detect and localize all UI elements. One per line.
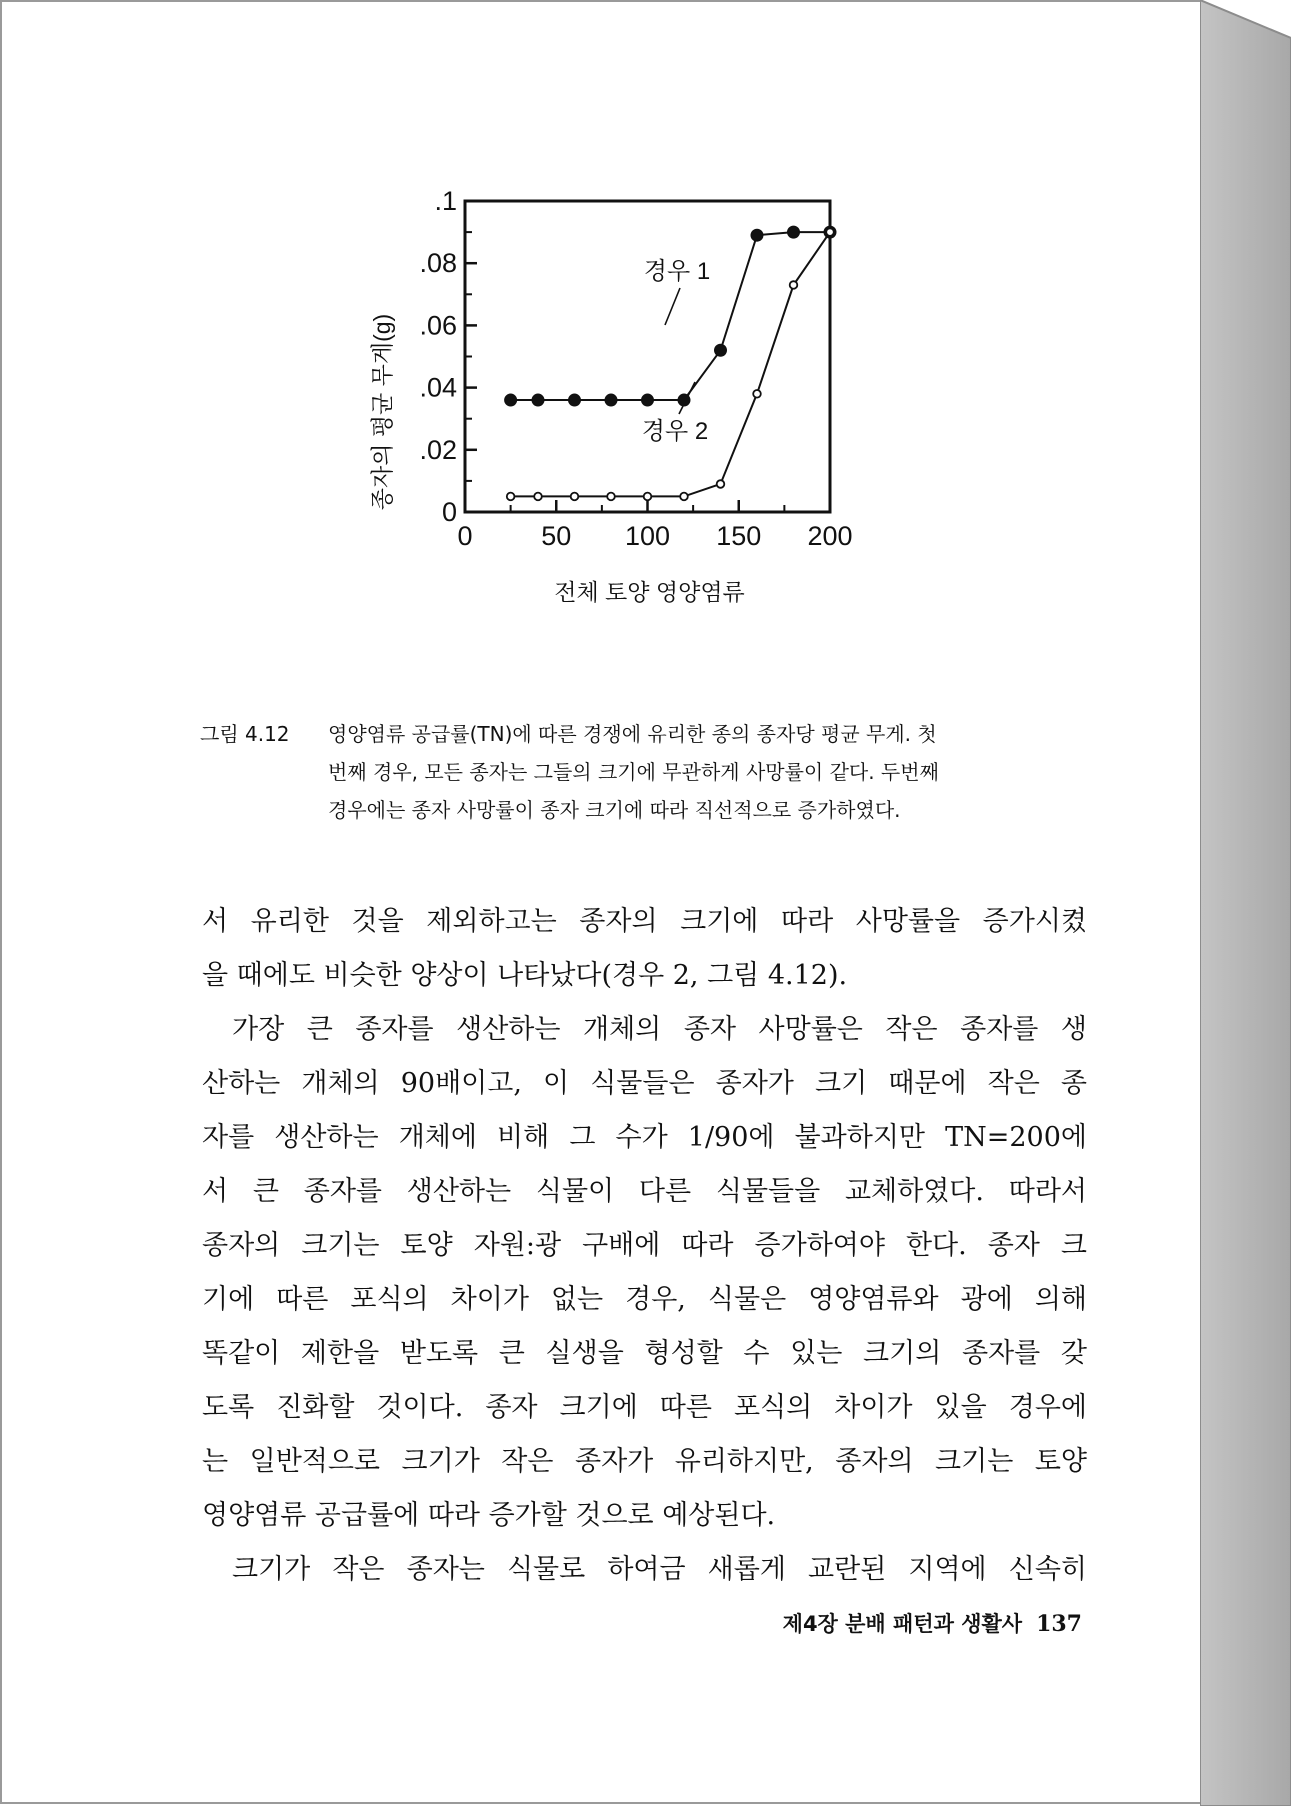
data-point xyxy=(753,390,761,398)
text-line: 크기가 작은 종자는 식물로 하여금 새롭게 교란된 지역에 신속히 xyxy=(232,1554,1087,1585)
x-axis-title: 전체 토양 영양염류 xyxy=(554,579,745,605)
data-point xyxy=(505,394,517,406)
y-tick-label: .04 xyxy=(419,372,457,403)
caption-line: 영양염류 공급률(TN)에 따른 경쟁에 유리한 종의 종자당 평균 무게. 첫 xyxy=(328,722,937,746)
data-point xyxy=(607,493,615,501)
svg-text:종자의 평균 무게(g): 종자의 평균 무게(g) xyxy=(369,313,396,511)
x-tick-label: 50 xyxy=(541,521,572,551)
data-point xyxy=(534,493,542,501)
book-page-edge xyxy=(1200,0,1291,1806)
y-tick-label: 0 xyxy=(441,497,457,527)
text-line: 자를 생산하는 개체에 비해 그 수가 1/90에 불과하지만 TN=200에 xyxy=(202,1122,1087,1153)
chapter-title: 제4장 분배 패턴과 생활사 xyxy=(782,1612,1023,1636)
data-point xyxy=(751,229,763,241)
x-tick-label: 150 xyxy=(716,521,762,551)
data-point xyxy=(571,493,579,501)
text-line: 는 일반적으로 크기가 작은 종자가 유리하지만, 종자의 크기는 토양 xyxy=(202,1446,1087,1477)
data-point xyxy=(717,480,725,488)
y-tick-label: .06 xyxy=(419,310,457,341)
data-point xyxy=(642,394,654,406)
series-label-1: 경우 1 xyxy=(643,258,711,285)
text-line: 종자의 크기는 토양 자원:광 구배에 따라 증가하여야 한다. 종자 크 xyxy=(202,1230,1087,1261)
text-line: 가장 큰 종자를 생산하는 개체의 종자 사망률은 작은 종자를 생 xyxy=(232,1014,1087,1045)
y-axis-title xyxy=(369,314,395,510)
running-footer xyxy=(702,1608,1082,1638)
data-point xyxy=(507,493,515,501)
series-label-2: 경우 2 xyxy=(641,418,709,445)
text-line: 서 유리한 것을 제외하고는 종자의 크기에 따라 사망률을 증가시켰 xyxy=(202,906,1087,937)
text-line: 도록 진화할 것이다. 종자 크기에 따른 포식의 차이가 있을 경우에 xyxy=(202,1392,1087,1423)
y-tick-label: .02 xyxy=(419,434,457,465)
x-tick-label: 200 xyxy=(807,521,853,551)
body-text xyxy=(202,895,1087,1597)
data-point xyxy=(680,493,688,501)
data-point xyxy=(532,394,544,406)
text-line: 을 때에도 비슷한 양상이 나타났다(경우 2, 그림 4.12). xyxy=(202,960,848,991)
seed-weight-chart xyxy=(342,182,942,682)
caption-text xyxy=(328,715,1085,829)
caption-line: 경우에는 종자 사망률이 종자 크기에 따라 직선적으로 증가하였다. xyxy=(328,798,901,822)
figure-number: 그림 4.12 xyxy=(200,722,290,746)
text-line: 산하는 개체의 90배이고, 이 식물들은 종자가 크기 때문에 작은 종 xyxy=(202,1068,1087,1099)
text-line: 똑같이 제한을 받도록 큰 실생을 형성할 수 있는 크기의 종자를 갖 xyxy=(202,1338,1087,1369)
text-line: 서 큰 종자를 생산하는 식물이 다른 식물들을 교체하였다. 따라서 xyxy=(202,1176,1087,1207)
data-point xyxy=(788,226,800,238)
y-tick-label: .08 xyxy=(419,248,457,279)
leader-line-1 xyxy=(665,288,680,325)
data-point xyxy=(790,281,798,289)
x-tick-label: 100 xyxy=(624,521,671,551)
text-line: 영양염류 공급률에 따라 증가할 것으로 예상된다. xyxy=(202,1500,776,1531)
data-point xyxy=(569,394,581,406)
x-tick-label: 0 xyxy=(457,521,473,551)
text-line: 기에 따른 포식의 차이가 없는 경우, 식물은 영양염류와 광에 의해 xyxy=(202,1284,1087,1315)
data-point xyxy=(715,344,727,356)
data-point xyxy=(644,493,652,501)
series-labels xyxy=(642,258,710,445)
data-point xyxy=(605,394,617,406)
data-point xyxy=(826,228,834,236)
page-number: 137 xyxy=(1036,1611,1082,1637)
plot-frame xyxy=(465,201,830,512)
caption-line: 번째 경우, 모든 종자는 그들의 크기에 무관하게 사망률이 같다. 두번째 xyxy=(328,760,939,784)
y-tick-label: .1 xyxy=(434,186,457,216)
